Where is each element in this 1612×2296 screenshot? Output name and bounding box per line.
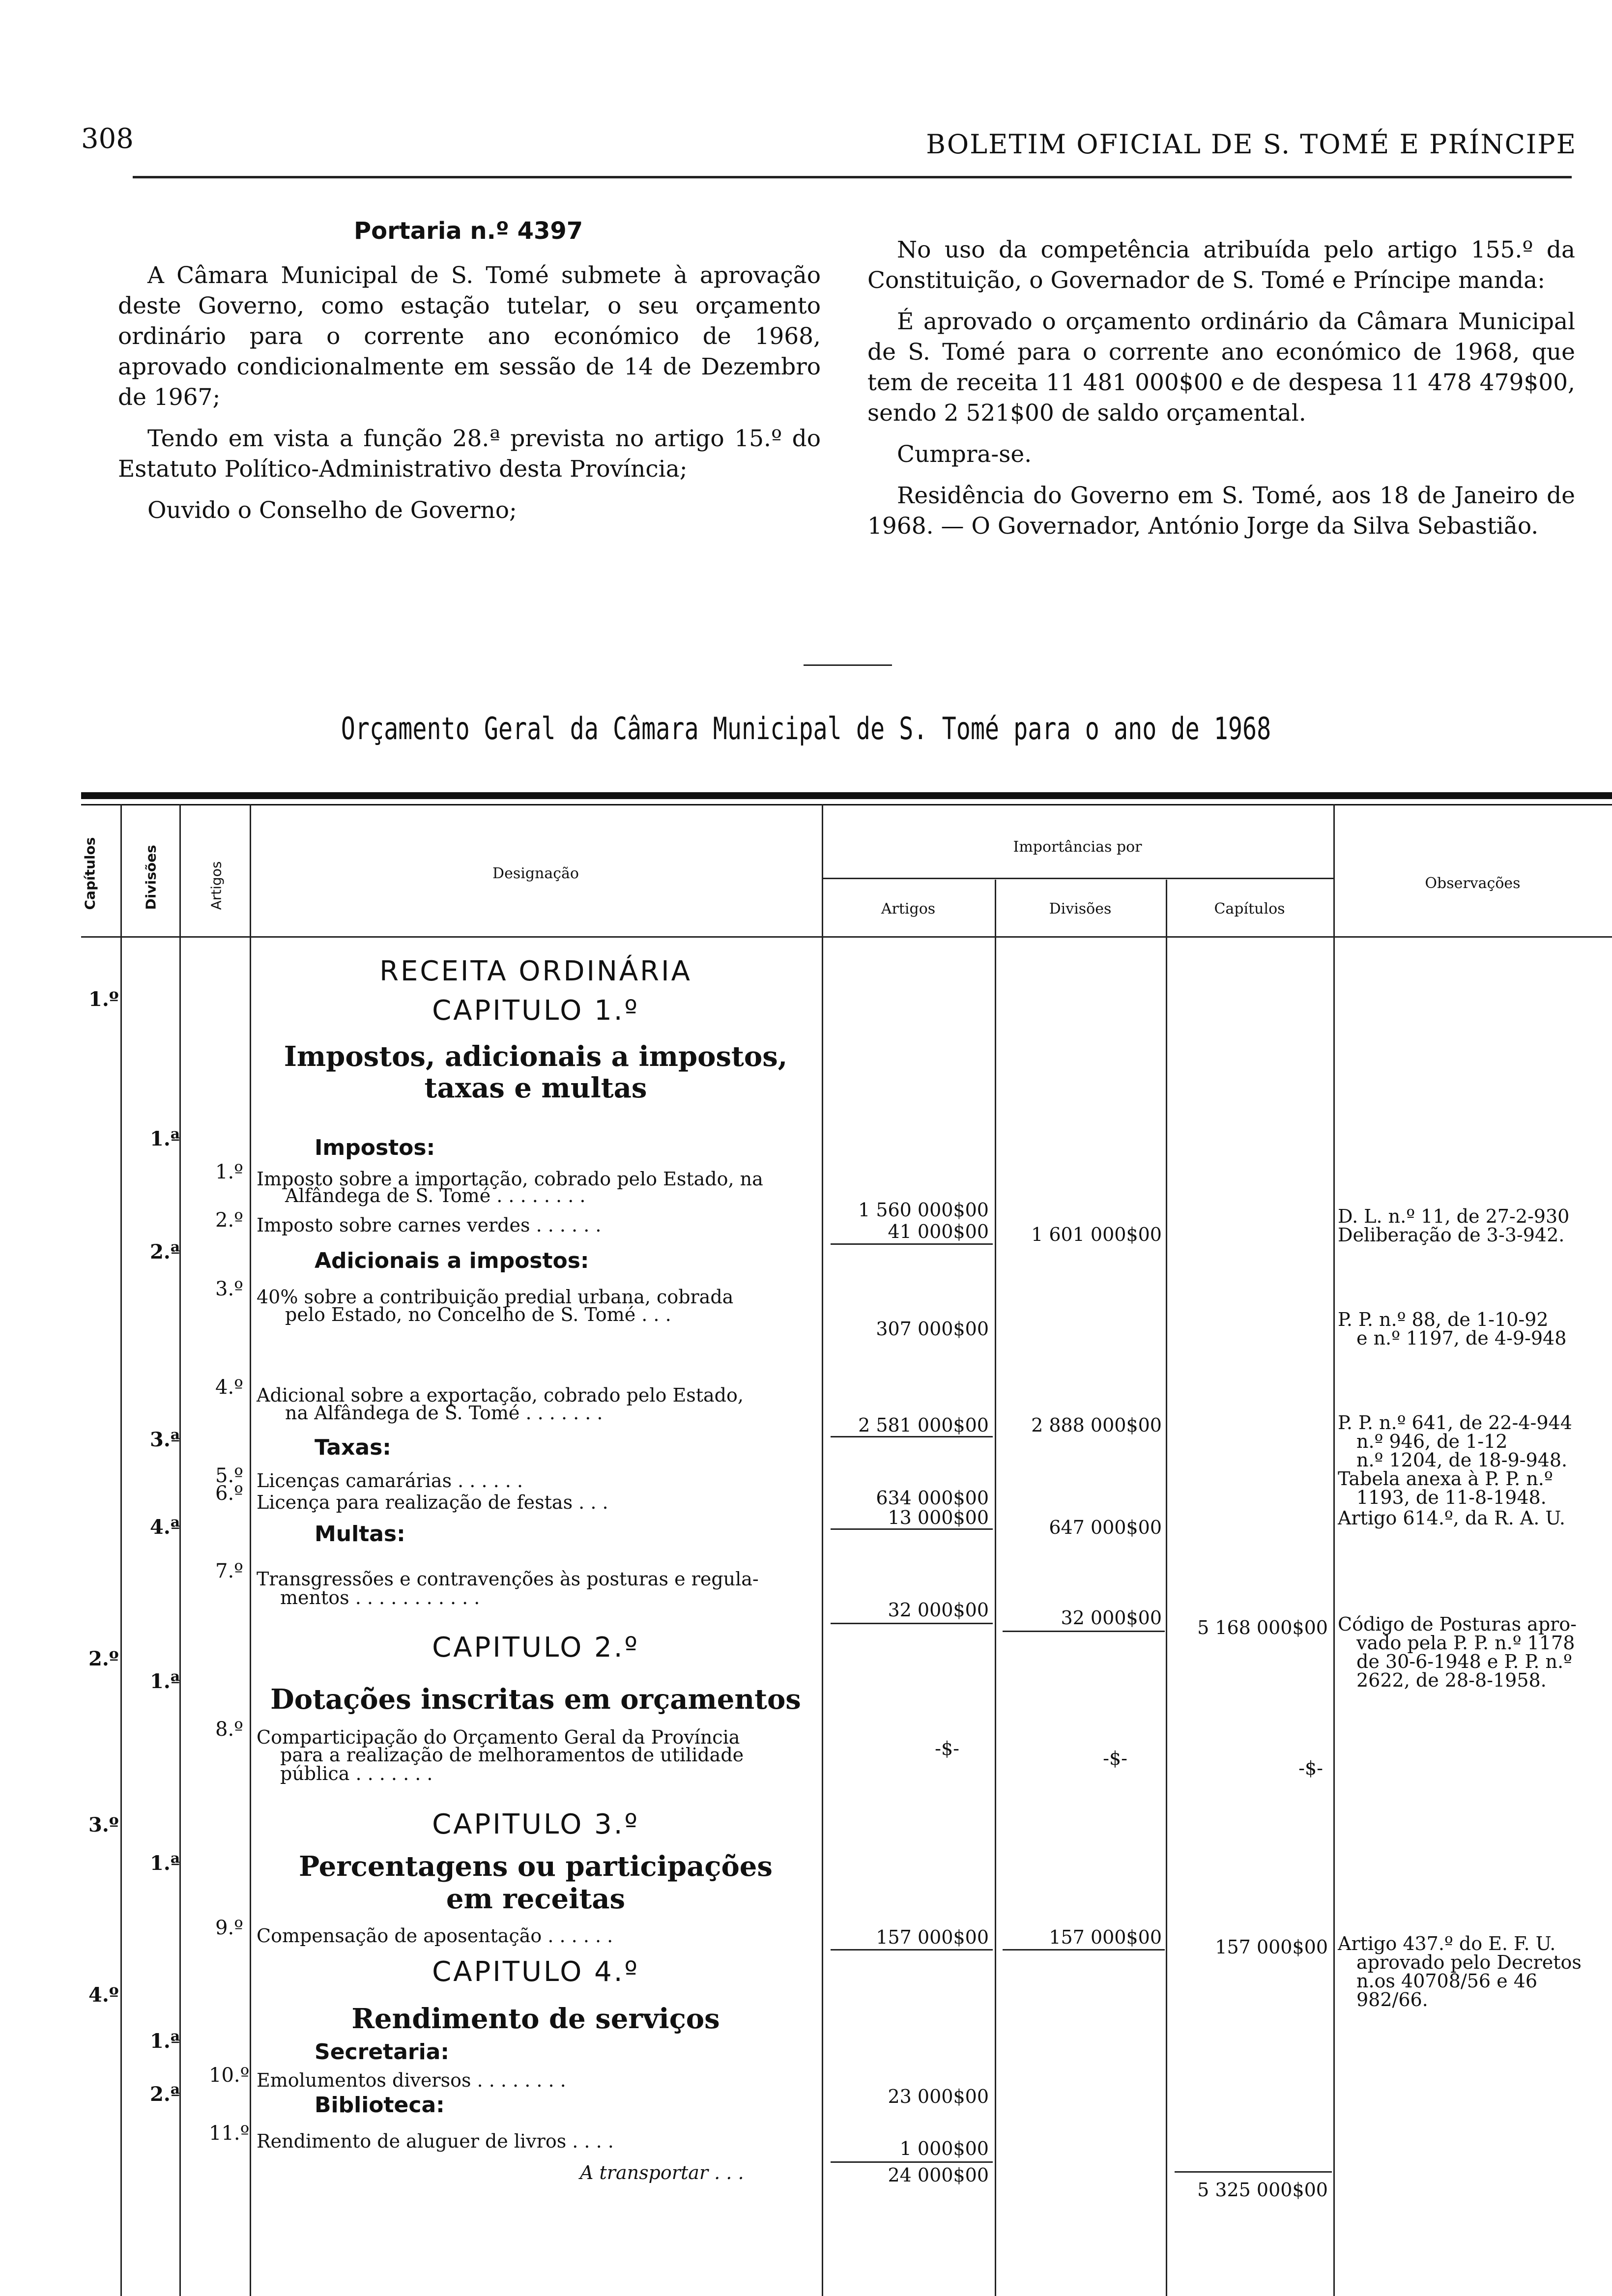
chapter-number: 4.º: [88, 1983, 119, 2007]
chapter-number: 1.º: [88, 988, 119, 1011]
divisao-value: -$-: [1103, 1748, 1127, 1769]
artigo-value: 24 000$00: [888, 2164, 989, 2186]
sum-rule: [831, 1436, 993, 1437]
chapter-number: 3.º: [88, 1813, 119, 1837]
sum-rule: [831, 1623, 993, 1624]
capitulo-value: 5 168 000$00: [1197, 1617, 1328, 1638]
article-number: 2.º: [215, 1209, 243, 1232]
chapter-subtitle: em receitas: [446, 1883, 626, 1915]
division-number: 2.ª: [150, 2083, 180, 2106]
observation: P. P. n.º 641, de 22-4-944: [1338, 1412, 1572, 1434]
header-col-artigos: Artigos: [881, 900, 936, 918]
artigo-value: 1 000$00: [899, 2138, 989, 2159]
artigo-value: 634 000$00: [876, 1487, 989, 1509]
item-text: pelo Estado, no Concelho de S. Tomé . . .: [285, 1304, 671, 1325]
header-col-divisoes: Divisões: [1049, 900, 1112, 918]
chapter-number: 2.º: [88, 1647, 119, 1670]
item-text: para a realização de melhoramentos de utilidade: [280, 1744, 744, 1766]
col-divider: [250, 804, 251, 2296]
artigo-value: 32 000$00: [888, 1599, 989, 1621]
observation: aprovado pelo Decretos: [1356, 1952, 1582, 1973]
article-number: 4.º: [215, 1376, 243, 1399]
article-number: 11.º: [209, 2122, 250, 2145]
capitulo-value: 157 000$00: [1215, 1936, 1328, 1958]
chapter-subtitle: Dotações inscritas em orçamentos: [270, 1683, 801, 1716]
paragraph: A Câmara Municipal de S. Tomé submete à aprovação deste Governo, como estação tutelar, o seu orçamento ordinário para o corrente ano económico de 1968, aprovado condicionalmente em sessão de 14 de Dezembro de 1967;: [118, 262, 821, 411]
article-number: 9.º: [215, 1917, 243, 1939]
divisao-value: 1 601 000$00: [1031, 1224, 1162, 1245]
artigo-value: -$-: [935, 1738, 959, 1759]
sum-rule: [1003, 1631, 1165, 1632]
paragraph: Ouvido o Conselho de Governo;: [147, 497, 517, 524]
item-text: Rendimento de aluguer de livros . . . .: [257, 2130, 614, 2152]
divisao-value: 32 000$00: [1061, 1607, 1162, 1629]
article-number: 6.º: [215, 1482, 243, 1505]
observation: 2622, de 28-8-1958.: [1356, 1669, 1547, 1691]
division-number: 2.ª: [150, 1240, 180, 1263]
observation: n.os 40708/56 e 46 982/66.: [1356, 1970, 1538, 2010]
observation: n.º 1204, de 18-9-948.: [1356, 1449, 1568, 1471]
artigo-value: 41 000$00: [888, 1221, 989, 1242]
transport-label: A transportar . . .: [580, 2162, 744, 2183]
item-text: Imposto sobre a importação, cobrado pelo Estado, na: [257, 1168, 763, 1190]
item-text: Comparticipação do Orçamento Geral da Província: [257, 1726, 740, 1748]
sum-rule: [831, 2161, 993, 2163]
article-number: 3.º: [215, 1278, 243, 1300]
division-number: 1.ª: [150, 1127, 180, 1150]
capitulo-value: 5 325 000$00: [1197, 2179, 1328, 2201]
item-text: Emolumentos diversos . . . . . . . .: [257, 2069, 566, 2091]
division-number: 1.ª: [150, 1670, 180, 1693]
observation: e n.º 1197, de 4-9-948: [1356, 1327, 1567, 1349]
col-divider: [995, 880, 996, 2296]
division-number: 4.ª: [150, 1516, 180, 1539]
divisao-value: 2 888 000$00: [1031, 1414, 1162, 1436]
observation: Tabela anexa à P. P. n.º: [1338, 1468, 1553, 1490]
artigo-value: 2 581 000$00: [858, 1414, 989, 1436]
chapter-subtitle: Rendimento de serviços: [351, 2003, 720, 2035]
observation: n.º 946, de 1-12: [1356, 1431, 1508, 1452]
observation: Artigo 437.º do E. F. U.: [1338, 1933, 1556, 1954]
sum-rule: [831, 1243, 993, 1245]
header-capitulos: Capítulos: [82, 837, 98, 910]
observation: Artigo 614.º, da R. A. U.: [1338, 1507, 1565, 1529]
observation: D. L. n.º 11, de 27-2-930: [1338, 1205, 1570, 1227]
item-text: Alfândega de S. Tomé . . . . . . . .: [285, 1185, 586, 1206]
col-divider: [1166, 880, 1167, 2296]
table-top-rule-thin: [81, 804, 1612, 805]
item-text: na Alfândega de S. Tomé . . . . . . .: [285, 1402, 603, 1424]
item-text: Adicional sobre a exportação, cobrado pelo Estado,: [257, 1384, 744, 1406]
artigo-value: 307 000$00: [876, 1318, 989, 1340]
col-divider: [179, 804, 181, 2296]
header-observacoes: Observações: [1425, 875, 1521, 892]
header-artigos: Artigos: [208, 861, 225, 910]
header-divisoes: Divisões: [143, 845, 159, 910]
chapter-title: CAPITULO 4.º: [432, 1956, 639, 1988]
portaria-right-column: [867, 235, 1575, 552]
subhead: Multas:: [315, 1521, 405, 1547]
item-text: Imposto sobre carnes verdes . . . . . .: [257, 1214, 602, 1236]
item-text: pública . . . . . . .: [280, 1763, 433, 1784]
paragraph: No uso da competência atribuída pelo artigo 155.º da Constituição, o Governador de S. Tomé e Príncipe manda:: [867, 236, 1575, 294]
artigo-value: 1 560 000$00: [858, 1199, 989, 1221]
item-text: Transgressões e contravenções às posturas e regula-: [257, 1568, 759, 1590]
division-number: 1.ª: [150, 2030, 180, 2053]
chapter-subtitle: taxas e multas: [424, 1072, 647, 1104]
divisao-value: 647 000$00: [1049, 1517, 1162, 1538]
item-text: Licenças camarárias . . . . . .: [257, 1470, 523, 1492]
divisao-value: 157 000$00: [1049, 1926, 1162, 1948]
subhead: Secretaria:: [315, 2039, 449, 2065]
observation: vado pela P. P. n.º 1178: [1356, 1632, 1575, 1654]
artigo-value: 157 000$00: [876, 1926, 989, 1948]
paragraph: Residência do Governo em S. Tomé, aos 18 de Janeiro de 1968. — O Governador, António Jorge da Silva Sebastião.: [867, 482, 1575, 540]
item-text: Compensação de aposentação . . . . . .: [257, 1925, 613, 1947]
sum-rule: [1175, 2171, 1332, 2173]
table-top-rule: [81, 792, 1612, 799]
observation: Deliberação de 3-3-942.: [1338, 1224, 1565, 1246]
section-separator: [804, 664, 892, 666]
article-number: 5.º: [215, 1464, 243, 1487]
subhead: Taxas:: [315, 1435, 391, 1460]
observation: Código de Posturas apro-: [1338, 1613, 1577, 1635]
header-rule: [133, 176, 1572, 178]
header-importancias: Importâncias por: [1013, 838, 1142, 856]
observation: de 30-6-1948 e P. P. n.º: [1356, 1651, 1572, 1672]
item-text: mentos . . . . . . . . . . .: [280, 1587, 480, 1608]
paragraph: É aprovado o orçamento ordinário da Câmara Municipal de S. Tomé para o corrente ano económico de 1968, que tem de receita 11 481 000$00 e de despesa 11 478 479$00, sendo 2 521$00 de saldo orçamental.: [867, 308, 1575, 427]
col-divider: [120, 804, 122, 2296]
article-number: 10.º: [209, 2064, 250, 2087]
item-text: Licença para realização de festas . . .: [257, 1492, 608, 1513]
receita-heading: RECEITA ORDINÁRIA: [379, 955, 692, 987]
article-number: 7.º: [215, 1560, 243, 1582]
chapter-title: CAPITULO 3.º: [432, 1808, 639, 1840]
header-col-capitulos: Capítulos: [1214, 900, 1285, 918]
observation: 1193, de 11-8-1948.: [1356, 1487, 1547, 1508]
header-rule: [822, 878, 1333, 879]
division-number: 1.ª: [150, 1852, 180, 1875]
chapter-title: CAPITULO 2.º: [432, 1632, 639, 1664]
budget-title: Orçamento Geral da Câmara Municipal de S. Tomé para o ano de 1968: [341, 711, 1271, 746]
chapter-title: CAPITULO 1.º: [432, 995, 639, 1027]
col-divider: [822, 804, 823, 2296]
portaria-title: Portaria n.º 4397: [354, 217, 583, 245]
sum-rule: [831, 1528, 993, 1530]
observation: P. P. n.º 88, de 1-10-92: [1338, 1309, 1549, 1330]
chapter-subtitle: Impostos, adicionais a impostos,: [284, 1040, 788, 1073]
artigo-value: 23 000$00: [888, 2086, 989, 2107]
journal-title: BOLETIM OFICIAL DE S. TOMÉ E PRÍNCIPE: [926, 129, 1577, 160]
paragraph: Tendo em vista a função 28.ª prevista no artigo 15.º do Estatuto Político-Administrativo desta Província;: [118, 425, 821, 483]
header-designacao: Designação: [492, 865, 579, 882]
portaria-left-column: [118, 260, 821, 537]
page-number: 308: [81, 123, 134, 155]
item-text: 40% sobre a contribuição predial urbana, cobrada: [257, 1286, 734, 1308]
sum-rule: [1003, 1949, 1165, 1951]
article-number: 1.º: [215, 1161, 243, 1183]
article-number: 8.º: [215, 1718, 243, 1741]
subhead: Biblioteca:: [315, 2093, 445, 2118]
chapter-subtitle: Percentagens ou participações: [299, 1850, 773, 1883]
subhead: Impostos:: [315, 1135, 435, 1160]
artigo-value: 13 000$00: [888, 1507, 989, 1528]
capitulo-value: -$-: [1298, 1757, 1323, 1779]
division-number: 3.ª: [150, 1428, 180, 1451]
paragraph: Cumpra-se.: [897, 441, 1032, 468]
subhead: Adicionais a impostos:: [315, 1248, 589, 1273]
header-bottom-rule: [81, 936, 1612, 938]
sum-rule: [831, 1949, 993, 1951]
col-divider: [1333, 804, 1335, 2296]
